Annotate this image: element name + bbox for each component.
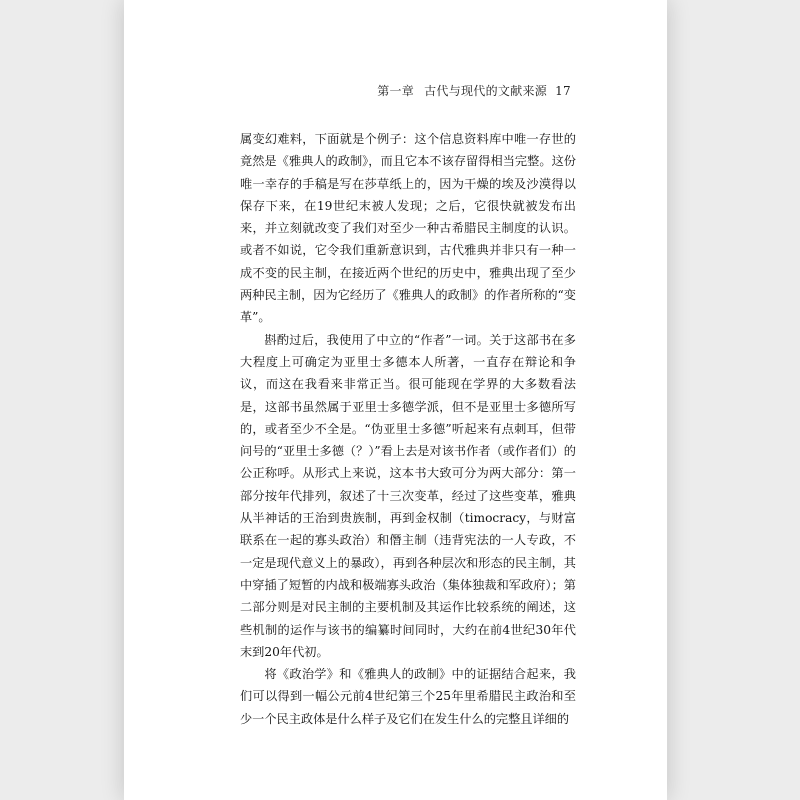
paragraph-evidence: 将《政治学》和《雅典人的政制》中的证据结合起来，我们可以得到一幅公元前4世纪第三个25年里希腊民主政治和至少一个民主政体是什么样子及它们在发生什么的完整且详细的: [240, 667, 576, 726]
paragraph-continued: 属变幻难料，下面就是个例子：这个信息资料库中唯一存世的竟然是《雅典人的政制》，而且它本不该存留得相当完整。这份唯一幸存的手稿是写在莎草纸上的，因为干燥的埃及沙漠得以保存下来，在19世纪末被人发现；之后，它很快就被发布出来，并立刻就改变了我们对至少一种古希腊民主制度的认识。或者不如说，它令我们重新意识到，古代雅典并非只有一种一成不变的民主制，在接近两个世纪的历史中，雅典出现了至少两种民主制，因为它经历了《雅典人的政制》的作者所称的“变革”。: [240, 132, 576, 325]
chapter-label: 第一章: [377, 84, 415, 98]
paragraph-author-term: 斟酌过后，我使用了中立的“作者”一词。关于这部书在多大程度上可确定为亚里士多德本人所著，一直存在辩论和争议，而这在我看来非常正当。很可能现在学界的大多数看法是，这部书虽然属于亚里士多德学派，但不是亚里士多德所写的，或者至少不全是。“伪亚里士多德”听起来有点刺耳，但带问号的“亚里士多德（？）”看上去是对该书作者（或作者们）的公正称呼。从形式上来说，这本书大致可分为两大部分：第一部分按年代排列，叙述了十三次变革，经过了这些变革，雅典从半神话的王治到贵族制，再到金权制（timocracy，与财富联系在一起的寡头政治）和僭主制（违背宪法的一人专政，不一定是现代意义上的暴政），再到各种层次和形态的民主制，其中穿插了短暂的内战和极端寡头政治（集体独裁和军政府）；第二部分则是对民主制的主要机制及其运作比较系统的阐述，这些机制的运作与该书的编纂时间同时，大约在前4世纪30年代末到20年代初。: [240, 332, 576, 659]
book-page: [124, 0, 667, 800]
chapter-title: 古代与现代的文献来源: [424, 84, 548, 98]
body-text: [240, 128, 576, 730]
running-head: [377, 82, 571, 99]
page-number: 17: [555, 84, 571, 98]
